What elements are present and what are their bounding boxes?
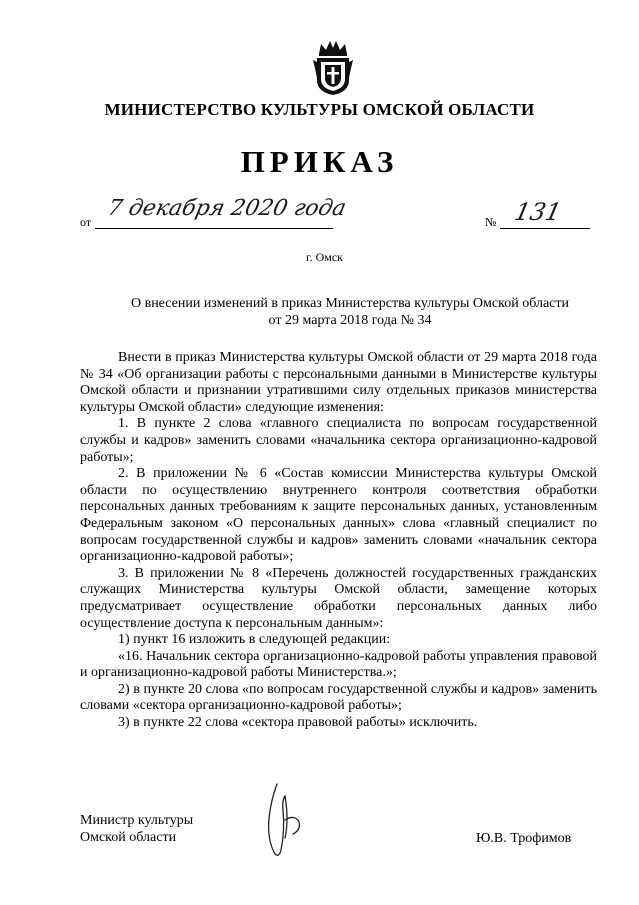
body-paragraph-item-2: 2. В приложении № 6 «Состав комиссии Министерства культуры Омской области по осуществлению внутреннего контроля соответствия обработки персональных данных требованиям к защите персональных данных, установленным Федеральным законом «О персональных данных» слова «главный специалист по вопросам государственной службы и кадров» заменить словами «начальник сектора организационно-кадровой работы»;: [80, 466, 597, 565]
subject-line-1: О внесении изменений в приказ Министерства культуры Омской области: [130, 296, 570, 311]
date-underline: [95, 228, 333, 229]
signatory-position: [80, 812, 193, 846]
subject-line-2: от 29 марта 2018 года № 34: [268, 313, 432, 328]
position-line-2: Омской области: [80, 830, 177, 845]
number-prefix: №: [485, 215, 497, 229]
position-line-1: Министр культуры: [80, 813, 194, 828]
order-body: [80, 350, 597, 732]
body-paragraph-subitem-1: 1) пункт 16 изложить в следующей редакции:: [118, 632, 391, 648]
handwritten-date: 7 декабря 2020 года: [105, 196, 349, 221]
document-type-title: ПРИКАЗ: [240, 144, 399, 179]
date-prefix: от: [80, 215, 92, 229]
omsk-coat-of-arms-icon: [313, 38, 353, 96]
body-paragraph-subitem-2: 2) в пункте 20 слова «по вопросам государственной службы и кадров» заменить словами «сектора организационно-кадровой работы»;: [80, 681, 597, 714]
city-name: г. Омск: [306, 250, 343, 264]
handwritten-signature-icon: [255, 780, 315, 860]
handwritten-number: 131: [512, 198, 564, 226]
signatory-name: Ю.В. Трофимов: [476, 831, 572, 846]
body-paragraph-item-1: 1. В пункте 2 слова «главного специалиста по вопросам государственной службы и кадров» заменить словами «начальника сектора организационно-кадровой работы»;: [80, 416, 597, 465]
order-subject: [100, 295, 600, 329]
body-paragraph-subitem-3: 3) в пункте 22 слова «сектора правовой работы» исключить.: [118, 715, 478, 731]
body-paragraph-intro: Внести в приказ Министерства культуры Омской области от 29 марта 2018 года № 34 «Об организации работы с персональными данными в Министерстве культуры Омской области и признании утратившими силу отдельных приказов министерства культуры Омской области» следующие изменения:: [80, 350, 597, 415]
body-paragraph-quote: «16. Начальник сектора организационно-кадровой работы управления правовой и организационно-кадровой работы Министерства.»;: [80, 648, 597, 681]
ministry-name: МИНИСТЕРСТВО КУЛЬТУРЫ ОМСКОЙ ОБЛАСТИ: [104, 100, 535, 119]
number-underline: [500, 228, 590, 229]
body-paragraph-item-3: 3. В приложении № 8 «Перечень должностей государственных гражданских служащих Министерства культуры Омской области, замещение которых предусматривает осуществление обработки персональных данных либо осуществление доступа к персональным данным»:: [80, 565, 597, 631]
